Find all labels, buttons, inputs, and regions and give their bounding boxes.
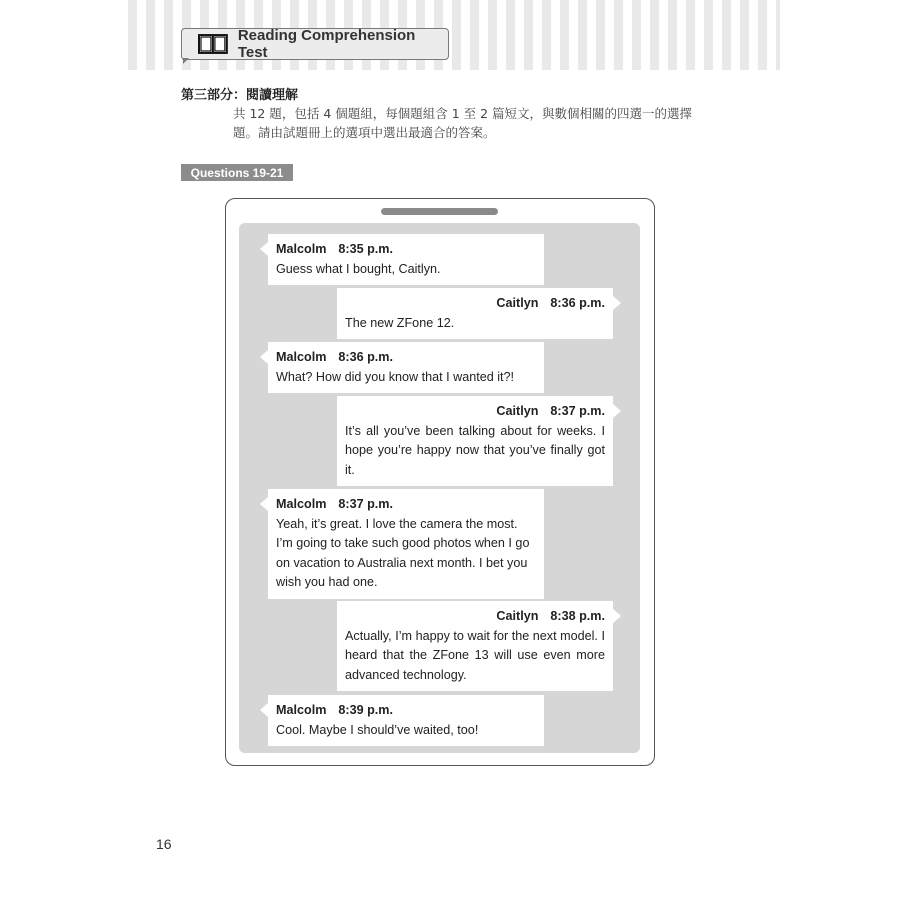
message-time: 8:37 p.m. xyxy=(338,497,393,511)
message-text: The new ZFone 12. xyxy=(345,315,455,330)
chat-message xyxy=(268,234,544,285)
message-time: 8:36 p.m. xyxy=(338,350,393,364)
section-title-tab xyxy=(181,28,449,60)
page-number: 16 xyxy=(156,836,172,852)
chat-message xyxy=(337,396,613,486)
part-heading: 第三部分：閱讀理解 xyxy=(181,88,299,103)
message-sender: Caitlyn xyxy=(496,404,539,418)
section-title: Reading Comprehension Test xyxy=(237,27,416,61)
message-sender: Caitlyn xyxy=(496,296,539,310)
chat-message xyxy=(268,695,544,746)
message-time: 8:35 p.m. xyxy=(338,242,393,256)
chat-message xyxy=(268,342,544,393)
message-sender: Caitlyn xyxy=(496,609,539,623)
chat-screen xyxy=(239,223,640,753)
message-text: It’s all you’ve been talking about for weeks. I hope you’re happy now that you’ve finally got it. xyxy=(345,423,605,477)
message-sender: Malcolm xyxy=(276,497,327,511)
message-text: Yeah, it’s great. I love the camera the most. I’m going to take such good photos when I go on vacation to Australia next month. I bet you wish you had one. xyxy=(276,516,530,589)
message-sender: Malcolm xyxy=(276,703,327,717)
message-text: Cool. Maybe I should’ve waited, too! xyxy=(276,722,479,737)
message-time: 8:36 p.m. xyxy=(550,296,605,310)
message-sender: Malcolm xyxy=(276,242,327,256)
chat-message xyxy=(268,489,544,599)
phone-frame xyxy=(225,198,655,766)
questions-label: Questions 19-21 xyxy=(181,164,293,181)
part-instructions: 共 12 題，包括 4 個題組，每個題組含 1 至 2 篇短文，與數個相關的四選一的選擇題。請由試題冊上的選項中選出最適合的答案。 xyxy=(233,106,693,140)
open-book-icon xyxy=(198,34,228,54)
chat-message xyxy=(337,601,613,691)
message-time: 8:38 p.m. xyxy=(550,609,605,623)
chat-message xyxy=(337,288,613,339)
message-text: Guess what I bought, Caitlyn. xyxy=(276,261,441,276)
message-sender: Malcolm xyxy=(276,350,327,364)
message-text: What? How did you know that I wanted it?! xyxy=(276,369,515,384)
phone-speaker xyxy=(381,208,498,215)
message-text: Actually, I’m happy to wait for the next model. I heard that the ZFone 13 will use even more advanced technology. xyxy=(345,628,605,682)
title-tab-notch xyxy=(183,58,189,64)
message-time: 8:39 p.m. xyxy=(338,703,393,717)
message-time: 8:37 p.m. xyxy=(550,404,605,418)
